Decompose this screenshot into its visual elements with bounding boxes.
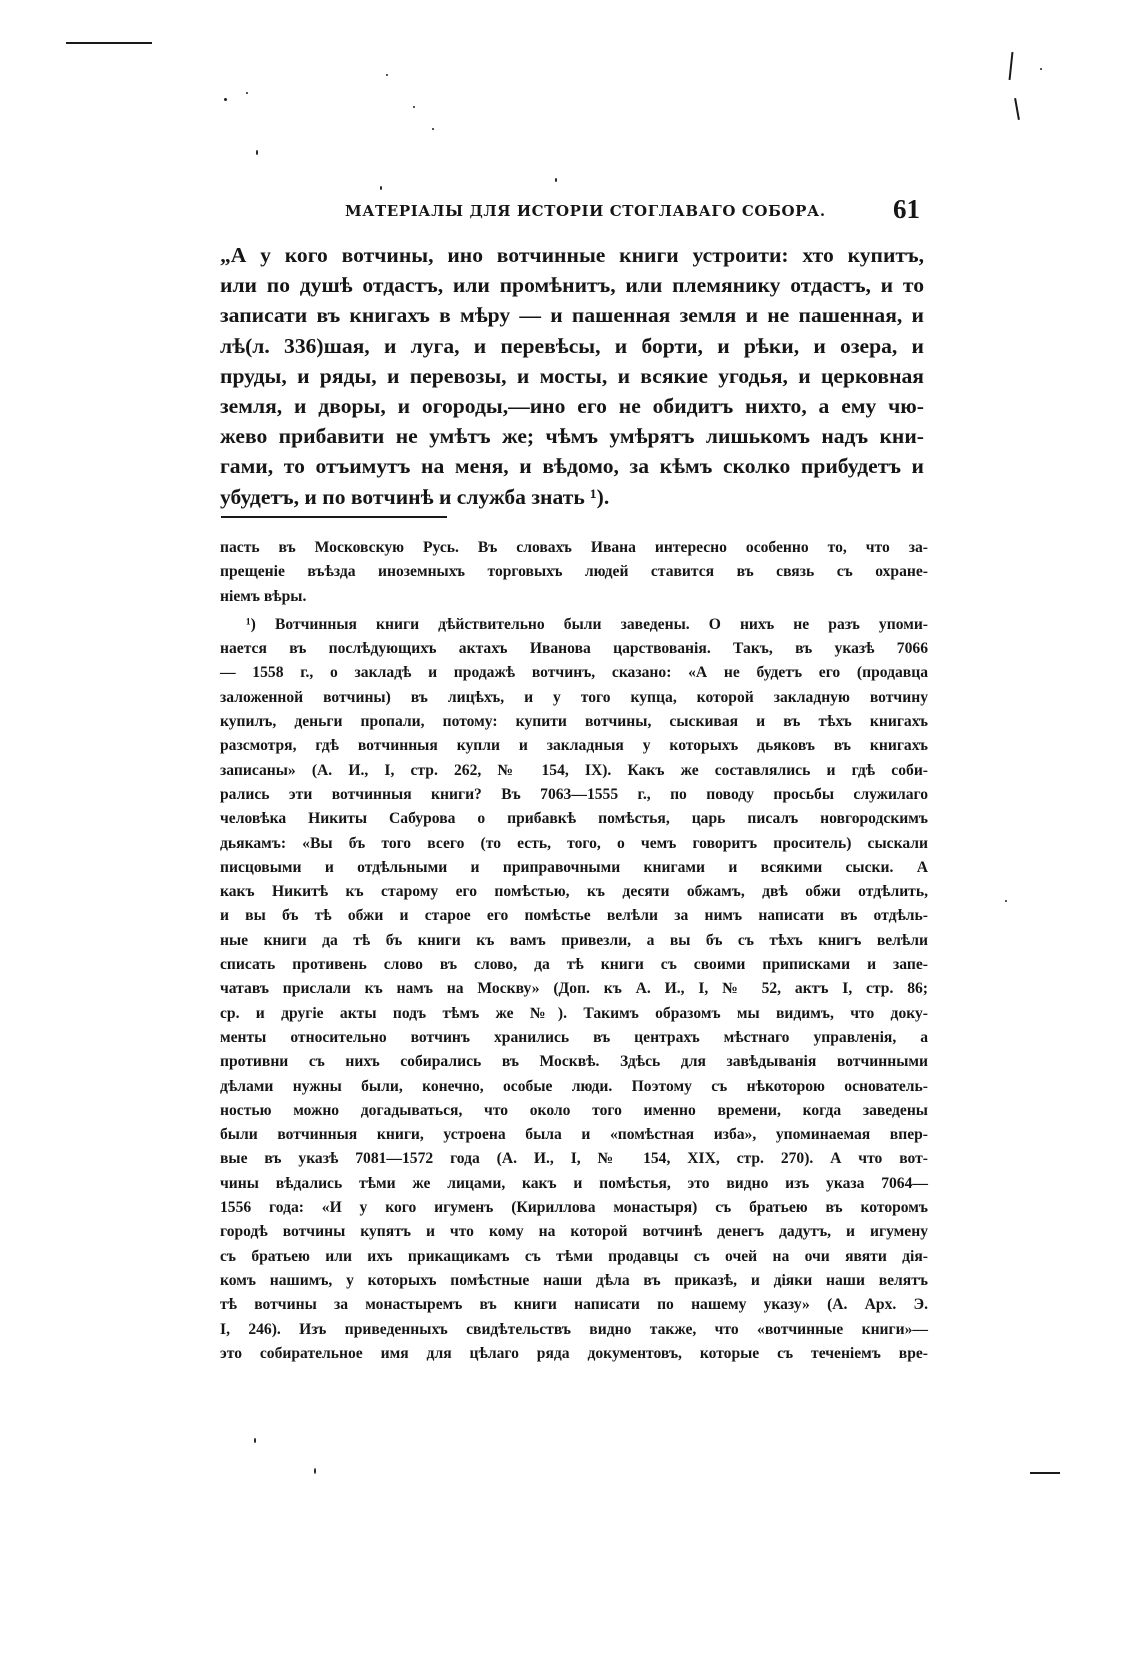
scan-speck bbox=[555, 178, 557, 182]
footnote-line: чины вѣдались тѣми же лицами, какъ и помѣстья, это видно изъ указа 7064— bbox=[220, 1174, 928, 1192]
footnote-line: разсмотря, гдѣ вотчинныя купли и закладныя у которыхъ дьяковъ въ книгахъ bbox=[220, 737, 928, 755]
footnote-line: дьякамъ: «Вы бъ того всего (то есть, того, о чемъ говоритъ проситель) сыскали bbox=[220, 834, 928, 852]
footnote-line: противни съ нихъ собирались въ Москвѣ. Здѣсь для завѣдыванія вотчинными bbox=[220, 1053, 928, 1071]
footnote-line: это собирательное имя для цѣлаго ряда документовъ, которые съ теченіемъ вре- bbox=[220, 1344, 928, 1362]
footnote-line: записаны» (А. И., I, стр. 262, № 154, IX). Какъ же составлялись и гдѣ соби- bbox=[220, 761, 928, 779]
footnote-continuation bbox=[220, 536, 928, 609]
main-paragraph bbox=[220, 240, 924, 512]
scan-speck bbox=[386, 74, 388, 76]
running-title: МАТЕРІАЛЫ ДЛЯ ИСТОРІИ СТОГЛАВАГО СОБОРА. bbox=[345, 202, 826, 220]
footnote-line: — 1558 г., о закладѣ и продажѣ вотчинъ, сказано: «А не будетъ его (продавца bbox=[220, 664, 928, 682]
scan-speck bbox=[314, 1468, 316, 1474]
footnote-line: были вотчинныя книги, устроена была и «помѣстная изба», упоминаемая впер- bbox=[220, 1126, 928, 1144]
scan-speck bbox=[413, 106, 415, 108]
main-line: гами, то отъимутъ на меня, и вѣдомо, за кѣмъ сколко прибудетъ и bbox=[220, 454, 924, 479]
page-number: 61 bbox=[893, 194, 920, 224]
main-line: жево прибавити не умѣтъ же; чѣмъ умѣрятъ лишькомъ надъ кни- bbox=[220, 424, 924, 449]
scan-speck bbox=[1040, 68, 1042, 70]
footnote-line: ср. и другіе акты подъ тѣмъ же №). Такимъ образомъ мы видимъ, что доку- bbox=[220, 1004, 928, 1022]
scan-speck bbox=[1005, 900, 1007, 902]
main-line: пруды, и ряды, и перевозы, и мосты, и всякие угодья, и церковная bbox=[220, 363, 924, 388]
footnote-line: списать противень слово въ слово, да тѣ книги съ своими приписками и запе- bbox=[220, 956, 928, 974]
footnote-line: тѣ вотчины за монастыремъ въ книги написати по нашему указу» (А. Арх. Э. bbox=[220, 1296, 928, 1314]
main-line: лѣ(л. 336)шая, и луга, и перевѣсы, и борти, и рѣки, и озера, и bbox=[220, 333, 924, 358]
footnote-line: заложенной вотчины) въ лицѣхъ, и у того купца, которой закладную вотчину bbox=[220, 688, 928, 706]
footnote-line: городѣ вотчины купятъ и что кому на которой вотчинѣ денегъ дадутъ, и игумену bbox=[220, 1223, 928, 1241]
footnote-1 bbox=[220, 613, 928, 1366]
running-header bbox=[345, 194, 920, 232]
footnote-line: 1556 года: «И у кого игуменъ (Кириллова монастыря) съ братьею въ которомъ bbox=[220, 1199, 928, 1217]
footnote-line: ¹) Вотчинныя книги дѣйствительно были заведены. О нихъ не разъ упоми- bbox=[246, 615, 928, 633]
footnote-line: съ братьею или ихъ прикащикамъ съ тѣми продавцы съ очей на очи явяти дія- bbox=[220, 1247, 928, 1265]
footnote-line: комъ нашимъ, у которыхъ помѣстные наши дѣла въ приказѣ, и діяки наши велятъ bbox=[220, 1271, 928, 1289]
main-line: убудетъ, и по вотчинѣ и служба знать ¹). bbox=[220, 484, 610, 509]
main-line: „А у кого вотчины, ино вотчинные книги устроити: хто купитъ, bbox=[220, 243, 924, 267]
footnote-line: ные книги да тѣ бъ книги къ вамъ привезли, а вы бъ съ тѣхъ книгъ велѣли bbox=[220, 931, 928, 949]
footnote-line: вые въ указѣ 7081—1572 года (А. И., I, № 154, XIX, стр. 270). А что вот- bbox=[220, 1150, 928, 1168]
footnote-line: ніемъ вѣры. bbox=[220, 587, 307, 605]
footnote-line: ностью можно догадываться, что около того именно времени, когда заведены bbox=[220, 1101, 928, 1119]
scan-mark-bottom-dash bbox=[1030, 1472, 1060, 1474]
footnote-line: какъ Никитѣ къ старому его помѣстью, къ десяти обжамъ, двѣ обжи отдѣлить, bbox=[220, 883, 928, 901]
main-line: земля, и дворы, и огороды,—ино его не обидитъ нихто, а ему чю- bbox=[220, 394, 924, 419]
footnote-line: нается въ послѣдующихъ актахъ Иванова царствованія. Такъ, въ указѣ 7066 bbox=[220, 640, 928, 658]
scan-mark-top-rule bbox=[66, 42, 152, 44]
footnote-separator bbox=[221, 516, 447, 518]
footnote-line: купилъ, деньги пропали, потому: купити вотчины, сыскивая и въ тѣхъ книгахъ bbox=[220, 713, 928, 731]
footnote-line: прещеніе въѣзда иноземныхъ торговыхъ людей ставится въ связь съ охране- bbox=[220, 563, 928, 581]
footnote-line: пасть въ Московскую Русь. Въ словахъ Ивана интересно особенно то, что за- bbox=[220, 539, 928, 556]
footnote-line: и вы бъ тѣ обжи и старое его помѣстье велѣли за нимъ написати въ отдѣль- bbox=[220, 907, 928, 925]
scan-speck bbox=[246, 92, 248, 94]
footnotes bbox=[220, 536, 928, 1366]
footnote-line: дѣлами нужны были, конечно, особые люди. Поэтому съ нѣкоторою основатель- bbox=[220, 1077, 928, 1095]
scan-mark-edge bbox=[1014, 98, 1020, 120]
scan-speck bbox=[224, 98, 227, 101]
scan-speck bbox=[380, 186, 382, 190]
footnote-line: I, 246). Изъ приведенныхъ свидѣтельствъ видно также, что «вотчинные книги»— bbox=[220, 1320, 928, 1338]
scan-speck bbox=[256, 150, 258, 155]
scan-mark-edge bbox=[1009, 52, 1014, 80]
footnote-line: менты относительно вотчинъ хранились въ центрахъ мѣстнаго управленія, а bbox=[220, 1028, 928, 1046]
main-line: записати въ книгахъ в мѣру — и пашенная земля и не пашенная, и bbox=[220, 303, 924, 328]
scan-speck bbox=[432, 128, 434, 130]
main-line: или по душѣ отдастъ, или промѣнитъ, или племянику отдастъ, и то bbox=[220, 273, 924, 298]
footnote-line: человѣка Никиты Сабурова о прибавкѣ помѣстья, царь писалъ новгородскимъ bbox=[220, 810, 928, 828]
scan-speck bbox=[254, 1438, 256, 1443]
footnote-line: писцовыми и отдѣльными и приправочными книгами и всякими сыски. А bbox=[220, 858, 928, 876]
footnote-line: чатавъ прислали къ намъ на Москву» (Доп. къ А. И., I, № 52, актъ I, стр. 86; bbox=[220, 980, 928, 998]
footnote-line: рались эти вотчинныя книги? Въ 7063—1555 г., по поводу просьбы служилаго bbox=[220, 785, 928, 803]
